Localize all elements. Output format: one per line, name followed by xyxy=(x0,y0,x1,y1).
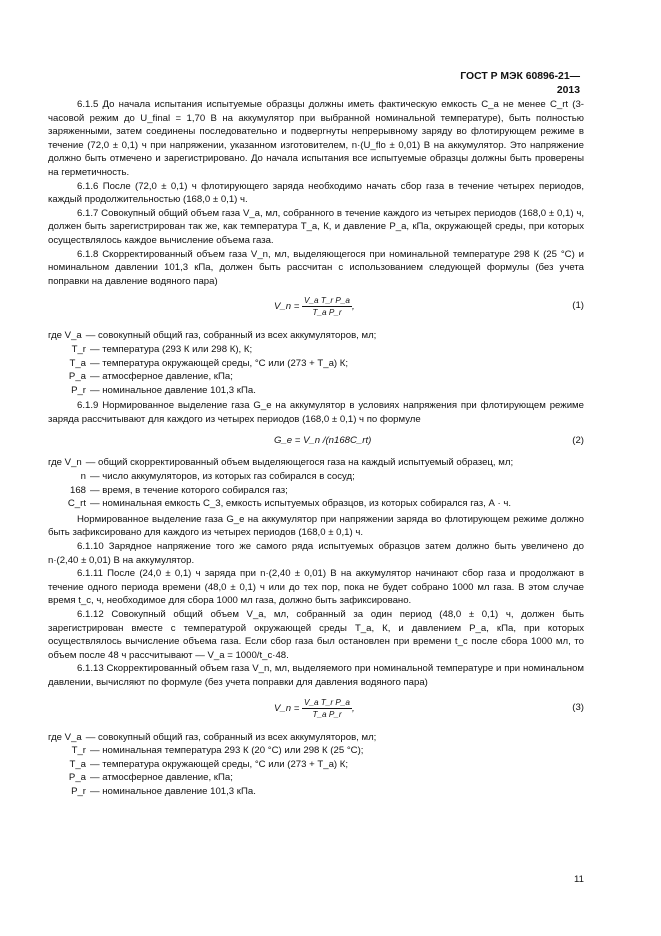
definition-text: — время, в течение которого собирался газ; xyxy=(90,484,288,496)
definition-row xyxy=(48,456,584,470)
definition-row xyxy=(48,758,584,772)
paragraph-6-1-7: 6.1.7 Совокупный общий объем газа V_a, мл, собранного в течение каждого из четырех периодов (168,0 ± 0,1) ч, должен быть зарегистрирован так же, как температура T_a, К, и давление P_a, кПа, окружающей среды, при которых осуществлялось каждое вычисление объема газа. xyxy=(48,207,584,246)
definition-text: — атмосферное давление, кПа; xyxy=(90,371,233,383)
formula-1-lhs: V_n = xyxy=(274,301,300,313)
formula-1-fraction xyxy=(302,295,352,318)
formula-2 xyxy=(48,430,584,452)
definition-text: — номинальное давление 101,3 кПа. xyxy=(90,785,256,797)
definition-symbol: T_a xyxy=(69,758,86,770)
paragraph-6-1-9-continued: Нормированное выделение газа G_e на аккумулятор при напряжении заряда во флотирующем режиме должно быть зафиксировано для каждого из четырех периодов (168,0 ± 0,1) ч. xyxy=(48,513,584,539)
definition-text: — общий скорректированный объем выделяющегося газа на каждый испытуемый образец, мл; xyxy=(85,457,514,469)
formula-2-body: G_e = V_n /(n168C_rt) xyxy=(274,435,372,447)
definitions-3 xyxy=(48,731,584,799)
definition-symbol: P_r xyxy=(71,384,86,396)
definition-symbol: T_r xyxy=(71,343,86,355)
formula-3-number: (3) xyxy=(572,701,584,713)
definition-symbol: C_rt xyxy=(67,498,86,510)
definition-symbol: P_a xyxy=(68,371,86,383)
formula-3-tail: , xyxy=(351,702,355,714)
definition-symbol: где V_a xyxy=(48,330,82,342)
page-number: 11 xyxy=(574,874,584,885)
definition-text: — температура (293 К или 298 К), К; xyxy=(90,343,253,355)
definition-row xyxy=(48,731,584,745)
definition-row xyxy=(48,771,584,785)
definition-row xyxy=(48,785,584,799)
paragraph-6-1-13: 6.1.13 Скорректированный объем газа V_n, мл, выделяемого при номинальной температуре и при номинальном давлении, вычисляют по формуле (без учета поправки для давления водяного пара) xyxy=(48,663,584,688)
definition-symbol: где V_a xyxy=(48,731,82,743)
definition-row xyxy=(48,470,584,484)
definition-row xyxy=(48,497,584,511)
definition-text: — совокупный общий газ, собранный из всех аккумуляторов, мл; xyxy=(85,731,377,743)
paragraph-6-1-12: 6.1.12 Совокупный общий объем V_a, мл, собранный за один период (48,0 ± 0,1) ч, должен быть зарегистрирован вместе с температурой окружающей среды T_a, К, и давлением P_a, кПа, при которых осуществлялось вычисление объема газа. Если сбор газа был остановлен при времени t_c после сбора 1000 мл, то объем после 48 ч рассчитывают — V_a = 1000/t_c·48. xyxy=(48,609,584,661)
definition-text: — температура окружающей среды, °C или (273 + T_a) К; xyxy=(90,758,349,770)
definition-symbol: T_a xyxy=(69,357,86,369)
paragraph-6-1-10: 6.1.10 Зарядное напряжение того же самого ряда испытуемых образцов затем должно быть увеличено до n·(2,40 ± 0,01) В на аккумулятор. xyxy=(48,541,584,566)
formula-1-tail: , xyxy=(351,301,355,313)
formula-2-number: (2) xyxy=(572,435,584,447)
formula-3-denominator: T_a P_r xyxy=(312,709,342,719)
formula-1-denominator: T_a P_r xyxy=(312,308,342,318)
definition-symbol: P_r xyxy=(71,785,86,797)
document-header: ГОСТ Р МЭК 60896-21—2013 xyxy=(460,71,580,96)
paragraph-6-1-9: 6.1.9 Нормированное выделение газа G_e на аккумулятор в условиях напряжения при флотирующем режиме заряда рассчитывают для каждого из четырех периодов (168,0 ± 0,1) ч по формуле xyxy=(48,400,584,425)
definition-text: — номинальная температура 293 К (20 °C) или 298 К (25 °C); xyxy=(90,745,364,757)
definition-symbol: P_a xyxy=(68,772,86,784)
formula-1-number: (1) xyxy=(572,300,584,312)
definition-row xyxy=(48,370,584,384)
formula-1 xyxy=(48,291,584,325)
definitions-1 xyxy=(48,329,584,397)
definitions-2 xyxy=(48,456,584,510)
definition-row xyxy=(48,343,584,357)
paragraph-6-1-6: 6.1.6 После (72,0 ± 0,1) ч флотирующего заряда необходимо начать сбор газа в течение четырех периодов, каждый продолжительностью (168,0 ± 0,1) ч. xyxy=(48,180,584,206)
definition-symbol: T_r xyxy=(71,745,86,757)
definition-row xyxy=(48,484,584,498)
document-body xyxy=(48,98,584,801)
formula-3-numerator: V_a T_r P_a xyxy=(304,697,350,707)
definition-text: — атмосферное давление, кПа; xyxy=(90,772,233,784)
definition-text: — совокупный общий газ, собранный из всех аккумуляторов, мл; xyxy=(85,330,377,342)
definition-symbol: 168 xyxy=(69,484,86,496)
paragraph-6-1-11: 6.1.11 После (24,0 ± 0,1) ч заряда при n·(2,40 ± 0,01) В на аккумулятор начинают сбор газа и продолжают в течение одного периода времени (48,0 ± 0,1) ч или до тех пор, пока не будет собрано 1000 мл газа. В этом случае время t_c, ч, необходимое для сбора 1000 мл газа, должно быть зафиксировано. xyxy=(48,568,584,607)
formula-1-numerator: V_a T_r P_a xyxy=(304,296,350,306)
formula-3 xyxy=(48,693,584,727)
paragraph-6-1-8: 6.1.8 Скорректированный объем газа V_n, мл, выделяющегося при номинальной температуре 298 К (25 °C) и номинальном давлении 101,3 кПа, должен быть рассчитан с использованием следующей формулы (без учета поправки на давление водяного пара) xyxy=(48,248,584,287)
definition-symbol: где V_n xyxy=(48,457,82,469)
definition-row xyxy=(48,357,584,371)
definition-text: — номинальная емкость C_3, емкость испытуемых образцов, из которых собирался газ, А · ч. xyxy=(90,498,512,510)
definition-text: — число аккумуляторов, из которых газ собирался в сосуд; xyxy=(90,471,355,483)
formula-3-fraction xyxy=(302,697,352,720)
definition-text: — температура окружающей среды, °C или (273 + T_a) К; xyxy=(90,357,349,369)
definition-row xyxy=(48,744,584,758)
definition-row xyxy=(48,384,584,398)
definition-text: — номинальное давление 101,3 кПа. xyxy=(90,384,256,396)
formula-3-lhs: V_n = xyxy=(274,702,300,714)
definition-symbol: n xyxy=(80,471,86,483)
definition-row xyxy=(48,329,584,343)
paragraph-6-1-5: 6.1.5 До начала испытания испытуемые образцы должны иметь фактическую емкость C_a не менее C_rt (3-часовой режим до U_final = 1,70 В на аккумулятор при выбранной номинальной температуре), быть полностью заряженными, затем соединены последовательно и подвергнуты непрерывному заряду во флотирующем режиме в течение (72,0 ± 0,1) ч при напряжении, указанном изготовителем, n·(U_flo ± 0,01) В на аккумулятор. Это напряжение должно быть отмечено и зарегистрировано. До начала испытания все испытуемые образцы должны быть проверены на герметичность. xyxy=(48,99,584,178)
